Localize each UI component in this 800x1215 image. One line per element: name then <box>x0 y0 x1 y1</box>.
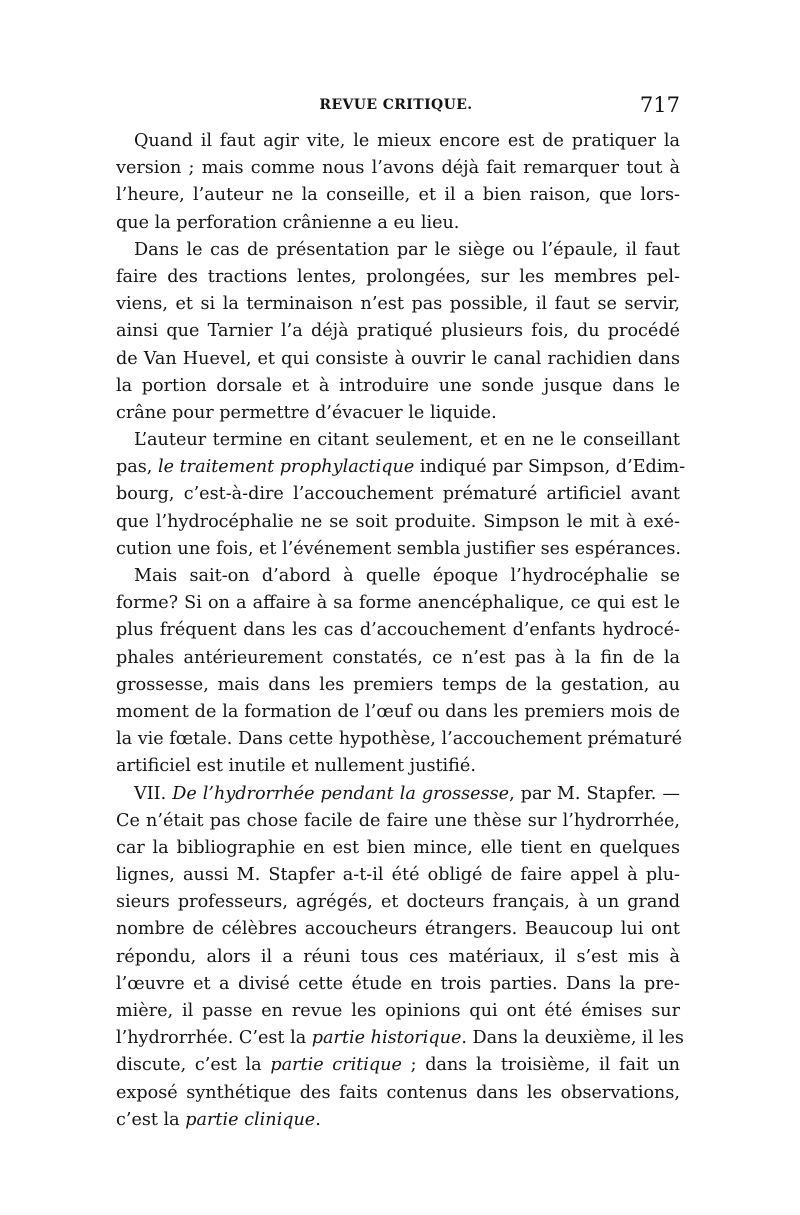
text-segment: que la perforation crânienne a eu lieu. <box>116 212 460 233</box>
text-line <box>116 210 680 237</box>
text-line <box>116 400 680 427</box>
text-segment: discute, c’est la <box>116 1055 271 1076</box>
text-line <box>116 536 680 563</box>
text-segment: que l’hydrocéphalie ne se soit produite. Simpson le mit à exé- <box>116 511 680 532</box>
text-line <box>116 971 680 998</box>
italic-phrase: De l’hydrorrhée pendant la grossesse <box>172 783 510 804</box>
text-segment: l’œuvre et a divisé cette étude en trois parties. Dans la pre- <box>116 973 680 994</box>
text-line <box>116 808 680 835</box>
text-line <box>116 1080 680 1107</box>
text-segment: faire des tractions lentes, prolongées, sur les membres pel- <box>116 266 680 287</box>
text-segment: pas, <box>116 457 158 478</box>
text-segment: version ; mais comme nous l’avons déjà fait remarquer tout à <box>116 158 680 179</box>
text-line <box>116 291 680 318</box>
text-line <box>116 998 680 1025</box>
text-line <box>116 1107 680 1134</box>
italic-phrase: partie clinique <box>185 1109 316 1130</box>
italic-phrase: le traitement prophylactique <box>157 457 415 478</box>
text-segment: grossesse, mais dans les premiers temps de la gestation, au <box>116 674 680 695</box>
text-line <box>116 318 680 345</box>
text-line <box>116 617 680 644</box>
text-line <box>116 563 680 590</box>
text-segment: l’hydrorrhée. C’est la <box>116 1028 312 1049</box>
text-line <box>116 509 680 536</box>
text-segment: lignes, aussi M. Stapfer a-t-il été obligé de faire appel à plu- <box>116 865 680 886</box>
text-segment: car la bibliographie en est bien mince, elle tient en quelques <box>116 837 680 858</box>
text-segment: phales antérieurement constatés, ce n’est pas à la fin de la <box>116 647 680 668</box>
text-segment: bourg, c’est-à-dire l’accouchement prématuré artificiel avant <box>116 484 680 505</box>
text-segment: l’heure, l’auteur ne la conseille, et il a bien raison, que lors- <box>116 185 680 206</box>
text-segment: sieurs professeurs, agrégés, et docteurs français, à un grand <box>116 892 680 913</box>
text-line <box>116 862 680 889</box>
text-line <box>116 590 680 617</box>
page-header <box>112 93 680 117</box>
text-segment: la vie fœtale. Dans cette hypothèse, l’accouchement prématuré <box>116 729 682 750</box>
text-line <box>116 128 680 155</box>
text-line <box>116 699 680 726</box>
text-line <box>116 889 680 916</box>
italic-phrase: partie historique <box>311 1028 462 1049</box>
text-segment: nombre de célèbres accoucheurs étrangers. Beaucoup lui ont <box>116 919 680 940</box>
text-segment: répondu, alors il a réuni tous ces matériaux, il s’est mis à <box>116 946 680 967</box>
italic-phrase: partie critique <box>270 1055 402 1076</box>
text-segment: exposé synthétique des faits contenus dans les observations, <box>116 1082 680 1103</box>
text-line <box>116 454 686 481</box>
text-line <box>116 753 680 780</box>
text-segment: . <box>315 1109 321 1130</box>
text-line <box>116 155 680 182</box>
text-line <box>116 182 680 209</box>
text-segment: forme? Si on a affaire à sa forme anencéphalique, ce qui est le <box>116 593 680 614</box>
text-segment: Ce n’était pas chose facile de faire une thèse sur l’hydrorrhée, <box>116 810 680 831</box>
text-line <box>116 944 680 971</box>
text-line <box>116 237 680 264</box>
text-line <box>116 346 680 373</box>
text-segment: viens, et si la terminaison n’est pas possible, il faut se servir, <box>116 294 680 315</box>
text-segment: , par M. Stapfer. — <box>509 783 680 804</box>
running-title: REVUE CRITIQUE. <box>319 97 473 113</box>
text-line <box>116 1052 680 1079</box>
text-segment: crâne pour permettre d’évacuer le liquide. <box>116 402 497 423</box>
text-segment: indiqué par Simpson, d’Edim- <box>414 457 686 478</box>
text-segment: ainsi que Tarnier l’a déjà pratiqué plusieurs fois, du procédé <box>116 321 680 342</box>
text-segment: moment de la formation de l’œuf ou dans les premiers mois de <box>116 701 680 722</box>
text-line <box>116 672 680 699</box>
text-line <box>116 781 680 808</box>
text-line <box>116 645 680 672</box>
text-segment: Dans le cas de présentation par le siège ou l’épaule, il faut <box>134 239 680 260</box>
text-segment: c’est la <box>116 1109 186 1130</box>
text-line <box>116 373 680 400</box>
text-line <box>116 264 680 291</box>
text-segment: mière, il passe en revue les opinions qui ont été émises sur <box>116 1001 680 1021</box>
text-segment: L’auteur termine en citant seulement, et en ne le conseillant <box>134 430 680 451</box>
text-segment: la portion dorsale et à introduire une sonde jusque dans le <box>116 375 680 396</box>
text-segment: VII. <box>134 783 173 804</box>
text-segment: Mais sait-on d’abord à quelle époque l’hydrocéphalie se <box>134 566 680 586</box>
body-text <box>116 128 686 1134</box>
text-segment: artificiel est inutile et nullement justifié. <box>116 756 476 777</box>
page-number: 717 <box>639 93 680 117</box>
text-segment: . Dans la deuxième, il les <box>461 1028 684 1049</box>
text-segment: Quand il faut agir vite, le mieux encore est de pratiquer la <box>134 131 680 151</box>
text-line <box>116 481 680 508</box>
text-segment: ; dans la troisième, il fait un <box>401 1055 680 1076</box>
text-segment: cution une fois, et l’événement sembla justifier ses espérances. <box>116 538 681 559</box>
text-line <box>116 835 680 862</box>
text-line <box>116 916 680 943</box>
text-line <box>116 1025 684 1052</box>
text-line <box>116 726 680 753</box>
text-line <box>116 427 680 454</box>
text-segment: de Van Huevel, et qui consiste à ouvrir le canal rachidien dans <box>116 348 680 369</box>
text-segment: plus fréquent dans les cas d’accouchement d’enfants hydrocé- <box>116 620 680 641</box>
